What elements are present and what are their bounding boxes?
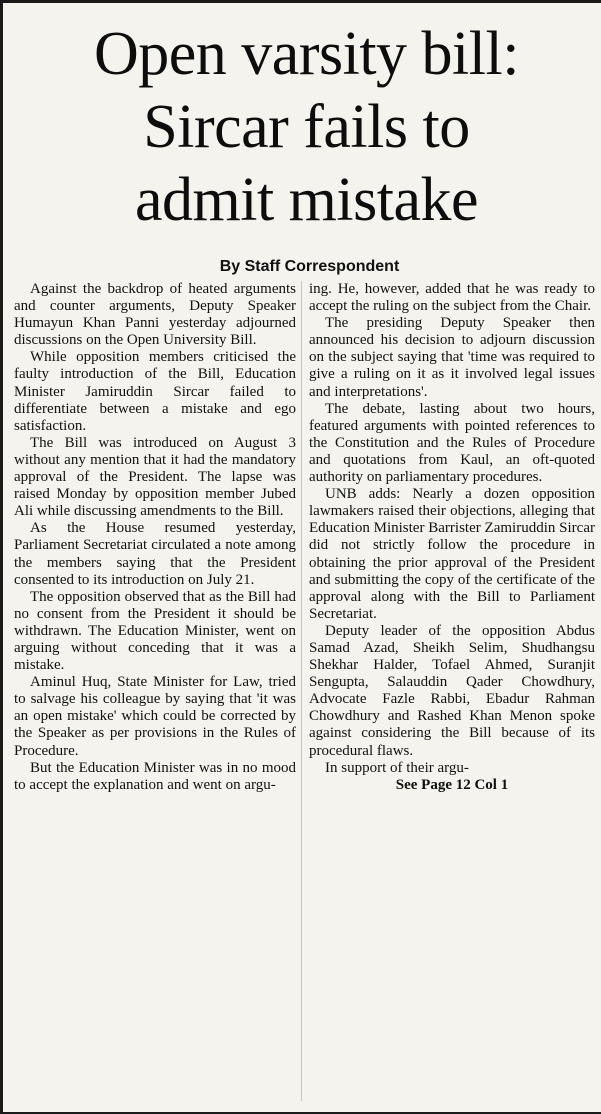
- paragraph: The opposition observed that as the Bill had no consent from the President it should be withdrawn. The Education Minister, went on arguing without conceding that it was a mistake.: [14, 588, 296, 674]
- paragraph-continuation: ing. He, however, added that he was ready to accept the ruling on the subject from the Chair.: [309, 281, 595, 315]
- headline-line-3: admit mistake: [134, 166, 479, 234]
- byline: By Staff Correspondent: [219, 258, 400, 275]
- paragraph: The presiding Deputy Speaker then announced his decision to adjourn discussion on the subject saying that 'time was required to give a ruling on it as it involved legal issues and interpretations'.: [309, 315, 595, 400]
- article-column-right: [309, 281, 595, 794]
- article-column-left: [14, 281, 296, 794]
- paragraph: UNB adds: Nearly a dozen opposition lawmakers raised their objections, alleging that Education Minister Barrister Zamiruddin Sircar did not strictly follow the procedure in obtaining the prior approval of the President and submitting the copy of the certificate of the approval along with the Bill to Parliament Secretariat.: [309, 486, 595, 622]
- paragraph: Aminul Huq, State Minister for Law, tried to salvage his colleague by saying that 'it was an open mistake' which could be corrected by the Speaker as per provisions in the Rules of Procedure.: [14, 674, 296, 759]
- paragraph: While opposition members criticised the faulty introduction of the Bill, Education Minister Jamiruddin Sircar failed to differentiate between a mistake and ego satisfaction.: [14, 349, 296, 434]
- headline: [12, 18, 601, 237]
- paragraph: But the Education Minister was in no mood to accept the explanation and went on argu-: [14, 759, 296, 793]
- paragraph: In support of their argu-: [325, 759, 469, 776]
- paragraph: The debate, lasting about two hours, featured arguments with pointed references to the Constitution and the Rules of Procedure and quotations from Kaul, an oft-quoted authority on parliamentary procedures.: [309, 400, 595, 486]
- headline-line-2: Sircar fails to: [143, 93, 470, 161]
- top-rule: [0, 0, 601, 3]
- paragraph: Against the backdrop of heated arguments and counter arguments, Deputy Speaker Humayun Khan Panni yesterday adjourned discussions on the Open University Bill.: [14, 281, 296, 349]
- column-divider: [301, 281, 302, 1101]
- continuation-reference: See Page 12 Col 1: [395, 776, 509, 793]
- paragraph: The Bill was introduced on August 3 without any mention that it had the mandatory approval of the President. The lapse was raised Monday by opposition member Jubed Ali while discussing amendments to the Bill.: [14, 434, 296, 520]
- paragraph: As the House resumed yesterday, Parliament Secretariat circulated a note among the members saying that the President consented to its introduction on July 21.: [14, 520, 296, 588]
- paragraph: Deputy leader of the opposition Abdus Samad Azad, Sheikh Selim, Shudhangsu Shekhar Halder, Tofael Ahmed, Suranjit Sengupta, Salauddin Qader Chowdhury, Advocate Fazle Rabbi, Ebadur Rahman Chowdhury and Rashed Khan Menon spoke against considering the Bill because of its procedural flaws.: [309, 622, 595, 759]
- headline-line-1: Open varsity bill:: [94, 20, 519, 88]
